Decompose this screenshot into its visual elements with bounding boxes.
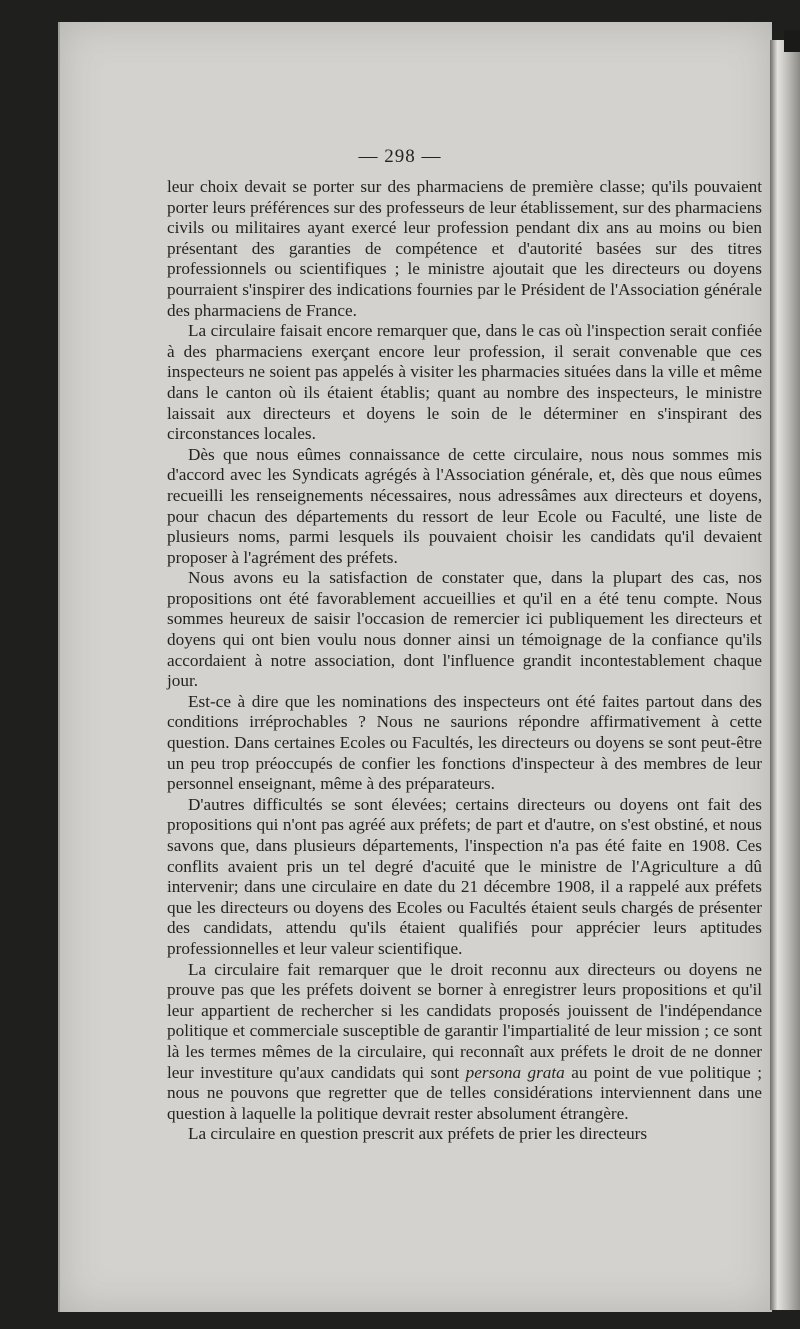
page-edge: [770, 40, 800, 1310]
paragraph: La circulaire faisait encore remarquer que, dans le cas où l'inspection serait confiée à des pharmaciens exerçant encore leur profession, il serait convenable que ces inspecteurs ne soient pas appelés à visiter les pharmacies situées dans la ville et même dans le canton où ils étaient établis; quant au nombre des inspecteurs, le ministre laissait aux directeurs et doyens le soin de le déterminer en s'inspirant des circonstances locales.: [167, 321, 762, 444]
paragraph: leur choix devait se porter sur des pharmaciens de première classe; qu'ils pouvaient porter leurs préférences sur des professeurs de leur établissement, sur des pharmaciens civils ou militaires ayant exercé leur profession pendant dix ans au moins ou bien présentant des garanties de compétence et d'autorité basées sur des titres professionnels ou scientifiques ; le ministre ajoutait que les directeurs ou doyens pourraient s'inspirer des indications fournies par le Président de l'Association générale des pharmaciens de France.: [167, 177, 762, 320]
paragraph: Nous avons eu la satisfaction de constater que, dans la plupart des cas, nos propositions ont été favorablement accueillies et qu'il en a été tenu compte. Nous sommes heureux de saisir l'occasion de remercier ici publiquement les directeurs et doyens qui ont bien voulu nous donner ainsi un témoignage de la confiance qu'ils accordaient à notre association, dont l'influence grandit incontestablement chaque jour.: [167, 568, 762, 691]
page-edge-tab: [784, 30, 800, 52]
page-number: — 298 —: [358, 146, 442, 167]
paragraph: Est-ce à dire que les nominations des inspecteurs ont été faites partout dans des conditions irréprochables ? Nous ne saurions répondre affirmativement à cette question. Dans certaines Ecoles ou Facultés, les directeurs ou doyens se sont peut-être un peu trop préoccupés de confier les fonctions d'inspecteur à des membres de leur personnel enseignant, même à des préparateurs.: [167, 691, 762, 794]
paragraph-text: au point de vue politique ; nous ne pouvons que regretter que de telles considérations interviennent dans une question à laquelle la politique devrait rester absolument étrangère.: [167, 1062, 763, 1123]
italic-phrase: persona grata: [465, 1062, 565, 1082]
paragraph: Dès que nous eûmes connaissance de cette circulaire, nous nous sommes mis d'accord avec les Syndicats agrégés à l'Association générale, et, dès que nous eûmes recueilli les renseignements nécessaires, nous adressâmes aux directeurs et doyens, pour chacun des départements du ressort de leur Ecole ou Faculté, une liste de plusieurs noms, parmi lesquels ils pouvaient choisir les candidats qu'il devaient proposer à l'agrément des préfets.: [167, 444, 762, 567]
body-text: [167, 177, 762, 1145]
paragraph-text: La circulaire fait remarquer que le droit reconnu aux directeurs ou doyens ne prouve pas que les préfets doivent se borner à enregistrer leurs propositions et qu'il leur appartient de rechercher si les candidats proposés jouissent de l'indépendance politique et commerciale susceptible de garantir l'impartialité de leur mission ; ce sont là les termes mêmes de la circulaire, qui reconnaît aux préfets le droit de ne donner leur investiture qu'aux candidats qui sont: [167, 959, 762, 1082]
paragraph: La circulaire en question prescrit aux préfets de prier les directeurs: [188, 1124, 648, 1144]
paragraph: D'autres difficultés se sont élevées; certains directeurs ou doyens ont fait des propositions qui n'ont pas agréé aux préfets; de part et d'autre, on s'est obstiné, et nous savons que, dans plusieurs départements, l'inspection n'a pas été faite en 1908. Ces conflits avaient pris un tel degré d'acuité que le ministre de l'Agriculture a dû intervenir; dans une circulaire en date du 21 décembre 1908, il a rappelé aux préfets que les directeurs ou doyens des Ecoles ou Facultés étaient seuls chargés de présenter des candidats, attendu qu'ils étaient qualifiés pour apprécier leurs aptitudes professionnelles et leur valeur scientifique.: [167, 794, 762, 958]
paragraph: [167, 960, 762, 1125]
